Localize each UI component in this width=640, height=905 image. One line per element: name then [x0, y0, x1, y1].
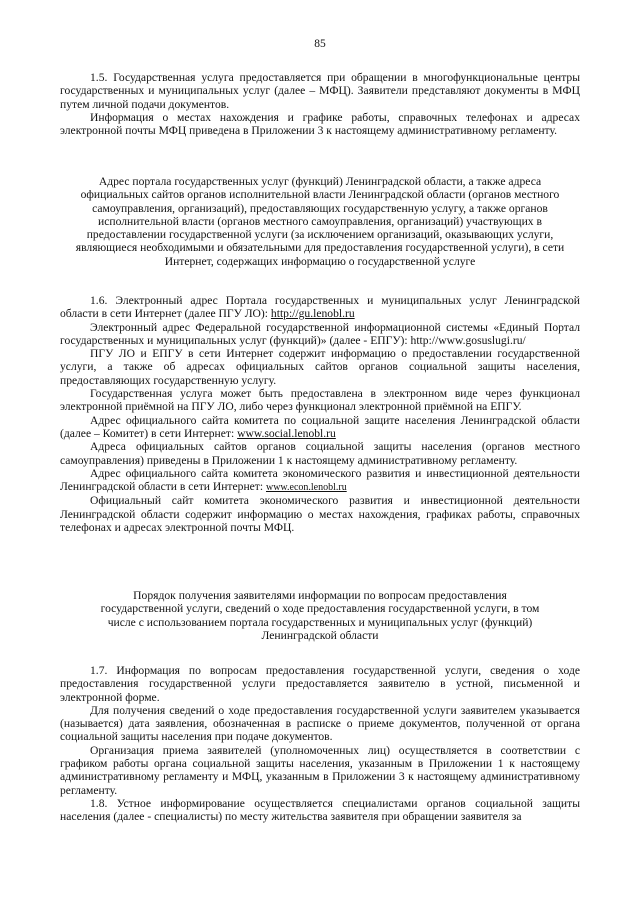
paragraph-pgu-epgu: ПГУ ЛО и ЕПГУ в сети Интернет содержит информацию о предоставлении государственной услуги, а также об адресах официальных сайтов органов социальной защиты населения, предоставляющих государственную услугу. — [60, 347, 580, 387]
econ-text: Адрес официального сайта комитета экономического развития и инвестиционной деятельности Ленинградской области в сети Интернет: — [60, 466, 580, 494]
paragraph-epgu: Электронный адрес Федеральной государственной информационной системы «Единый Портал государственных и муниципальных услуг (функций)» (далее - ЕПГУ): http://www.gosuslugi.ru/ — [60, 320, 580, 347]
section-1-7 — [60, 664, 580, 824]
paragraph-1-7: 1.7. Информация по вопросам предоставления государственной услуги, сведения о ходе предоставления государственной услуги предоставляется заявителю в устной, письменной и электронной форме. — [60, 664, 580, 704]
section-1-6 — [60, 294, 580, 534]
paragraph-econ-info: Официальный сайт комитета экономического развития и инвестиционной деятельности Ленинградской области содержит информацию о местах нахождения, графиках работы, справочных телефонах и адресах электронной почты МФЦ. — [60, 494, 580, 535]
committee-text: Адрес официального сайта комитета по социальной защите населения Ленинградской области (далее – Комитет) в сети Интернет: — [60, 413, 580, 440]
paragraph-mfc-info: Информация о местах нахождения и графике работы, справочных телефонах и адресах электронной почты МФЦ приведена в Приложении 3 к настоящему административному регламенту. — [60, 110, 580, 138]
pgu-lo-link[interactable]: http://gu.lenobl.ru — [270, 307, 355, 321]
heading-address-block — [68, 175, 572, 268]
paragraph-electronic: Государственная услуга может быть предоставлена в электронном виде через функционал электронной приёмной на ПГУ ЛО, либо через функционал электронной приёмной на ЕПГУ. — [60, 387, 580, 414]
paragraph-1-6 — [60, 294, 580, 321]
paragraph-sites: Адреса официальных сайтов органов социальной защиты населения (органов местного самоуправления) приведены в Приложении 1 к настоящему административному регламенту. — [60, 440, 580, 467]
heading-order-block — [100, 589, 540, 642]
p16-text: 1.6. Электронный адрес Портала государственных и муниципальных услуг Ленинградской области в сети Интернет (далее ПГУ ЛО): — [60, 294, 580, 321]
committee-link[interactable]: www.social.lenobl.ru — [237, 426, 336, 440]
paragraph-1-7-date: Для получения сведений о ходе предоставления государственной услуги заявителем указывается (называется) дата заявления, обозначенная в расписке о приеме документов, полученной от органа социальной защиты населения при подаче документов. — [60, 703, 580, 744]
page-number: 85 — [314, 38, 326, 50]
section-1-5 — [60, 71, 580, 137]
econ-link[interactable]: www.econ.lenobl.ru — [265, 482, 347, 494]
heading-order: Порядок получения заявителями информации по вопросам предоставления государственной услуги, сведений о ходе предоставления государственной услуги, в том числе с использованием портала государственных и муниципальных услуг (функций) Ленинградской области — [100, 589, 540, 642]
heading-address: Адрес портала государственных услуг (функций) Ленинградской области, а также адреса официальных сайтов органов исполнительной власти Ленинградской области (органов местного самоуправления, организаций), предоставляющих государственную услугу, а также органов исполнительной власти (органов местного самоуправления, организаций) участвующих в предоставлении государственной услуги (за исключением организаций, оказывающих услуги, являющиеся необходимыми и обязательными для предоставления государственной услуги), в сети Интернет, содержащих информацию о государственной услуге — [75, 175, 565, 268]
paragraph-1-8: 1.8. Устное информирование осуществляется специалистами органов социальной защиты населения (далее - специалисты) по месту жительства заявителя при обращении заявителя за — [60, 796, 580, 824]
paragraph-1-5: 1.5. Государственная услуга предоставляется при обращении в многофункциональные центры государственных и муниципальных услуг (далее – МФЦ). Заявители представляют документы в МФЦ путем личной подачи документов. — [60, 71, 580, 111]
paragraph-1-7-reception: Организация приема заявителей (уполномоченных лиц) осуществляется в соответствии с графиком работы органа социальной защиты населения, указанным в Приложении 1 к настоящему административному регламенту и МФЦ, указанным в Приложении 3 к настоящему административному регламенту. — [60, 743, 580, 797]
paragraph-econ — [60, 467, 580, 495]
paragraph-committee — [60, 414, 580, 441]
